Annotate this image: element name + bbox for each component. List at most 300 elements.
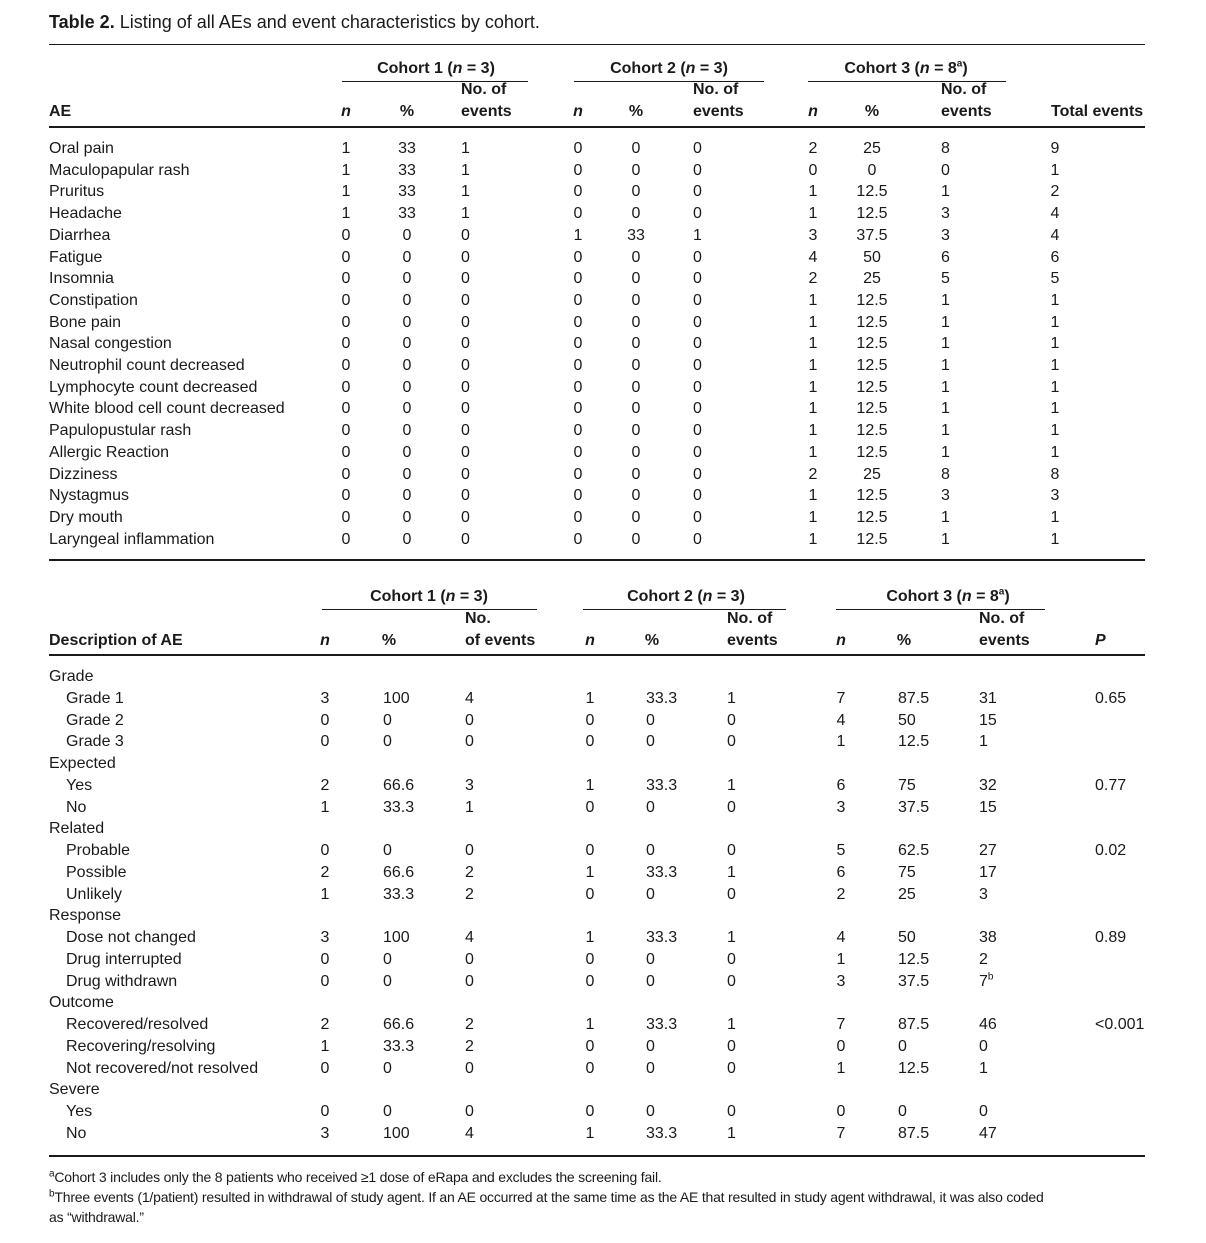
t2-cell: 0 [320,711,330,729]
t2-cell: 0 [465,842,474,859]
t2-cell: 1 [585,1016,595,1033]
t2-cell: 0.65 [1095,689,1127,707]
t2-cell: 3 [836,798,846,816]
t2-cell: 0 [465,950,474,968]
t1-cell: 0 [402,422,412,440]
t2-cell: 0.02 [1095,842,1127,859]
t1-cell: 0 [461,226,470,244]
t1-cell: 0 [941,161,950,179]
t1-cell: 0 [402,226,412,244]
t1-row-label: Dry mouth [49,508,123,526]
t2-cell: 15 [979,711,997,729]
t1-bottom-rule [49,559,1145,561]
t1-cell: 8 [941,465,950,483]
t1-cell: 4 [1050,205,1060,223]
t1-cell: 0 [631,183,641,201]
t1-cell: 1 [341,183,351,201]
t1-cell: 0 [573,422,583,440]
t2-cell: 31 [979,689,997,707]
t2-row-label: Drug interrupted [66,950,182,968]
t2-section-label: Response [49,907,122,925]
t1-cell: 0 [573,465,583,483]
t2-cell: 4 [465,929,474,946]
t2-row-label: Possible [66,863,127,881]
t1-cell: 0 [573,248,583,266]
footnote-b: $^b$Three events (1/patient) resulted in withdrawal of study agent. If an AE occurred at the same time as the AE that resulted in study agent withdrawal, it was also coded [49,1188,1044,1205]
t1-cell: 6 [1050,248,1060,266]
t2-section-label: Expected [49,755,116,772]
t1-cell: 12.5 [856,530,888,548]
t2-cell: 0 [727,885,736,903]
t2-col-header-events-2: of events [465,632,536,649]
t1-cell: 25 [863,140,881,157]
t1-row-label: Nasal congestion [49,335,172,353]
t1-cell: 1 [808,291,818,309]
t2-cell: 0 [727,1103,736,1120]
t2-cell: 1 [320,885,330,903]
t2-cell: <0.001 [1095,1016,1145,1033]
t2-cell: 0 [727,842,736,859]
t2-cell: 1 [585,776,595,794]
t1-cell: 1 [808,313,818,331]
t1-cell: 1 [941,422,950,440]
t2-col-header: n [836,632,846,649]
t1-cell: 0 [341,226,351,244]
t1-cell: 0 [402,530,412,548]
t1-cell: 8 [941,140,950,157]
t2-section-label: Related [49,820,105,838]
t1-cell: 0 [631,443,641,461]
t2-cell: 1 [727,689,736,707]
t2-row-label: Not recovered/not resolved [66,1059,259,1077]
t1-cell: 0 [341,357,351,374]
t2-cell: 4 [465,689,474,707]
t1-cell: 1 [461,183,470,201]
t1-cell: 0 [693,422,702,440]
t1-cell: 0 [693,270,702,288]
t2-cell: 3 [465,776,474,794]
t2-group-header: Cohort 3 $(n = 8^a)$ [886,586,1010,605]
t1-cell: 6 [941,248,950,266]
t1-cell: 0 [341,270,351,288]
t1-cell: 0 [402,508,412,526]
t2-bottom-rule [49,1155,1145,1157]
t1-col-header-events: No. of [941,81,987,98]
t1-cell: 50 [863,248,881,266]
t2-cell: 6 [836,776,846,794]
t1-col-header-events-2: events [941,103,992,120]
t1-cell: 0 [631,140,641,157]
t1-cell: 2 [808,140,818,157]
t2-row-label: No [66,798,87,816]
t1-col-header: AE [49,103,72,120]
t2-cell: 0 [898,1037,907,1055]
t1-cell: 0 [402,378,412,396]
t1-cell: 1 [808,508,818,526]
t1-cell: 1 [808,335,818,353]
t1-cell: 0 [693,465,702,483]
t1-cell: 1 [808,422,818,440]
t1-cell: 12.5 [856,313,888,331]
t2-cell: 1 [727,1124,736,1142]
t1-cell: 0 [573,530,583,548]
t2-section-label: Severe [49,1081,100,1099]
t2-cell: 0 [727,733,736,751]
t1-col-header: Total events [1051,103,1144,120]
footnote-b-cont: as “withdrawal.” [49,1209,144,1225]
t1-cell: 0 [341,530,351,548]
t2-cell: 0 [836,1103,846,1120]
t2-cell: 3 [979,885,988,903]
t2-cell: 0 [727,1037,736,1055]
t2-col-header: P [1095,632,1106,649]
t2-header-rule [49,654,1145,656]
t1-cell: 0 [402,313,412,331]
t2-cell: 1 [836,733,846,751]
t1-cell: 1 [1050,357,1060,374]
t1-cell: 0 [461,422,470,440]
t2-cell: 0 [383,972,392,990]
t1-cell: 0 [573,270,583,288]
t1-cell: 1 [808,183,818,201]
t1-cell: 0 [461,291,470,309]
t2-cell: 33.3 [383,885,415,903]
t2-cell: 0 [320,842,330,859]
t1-cell: 9 [1050,140,1060,157]
t1-col-header: % [399,103,415,120]
t1-cell: 0 [631,530,641,548]
t2-cell: 4 [836,929,846,946]
t1-cell: 0 [693,357,702,374]
t1-row-label: Diarrhea [49,226,111,244]
t2-col-header: n [585,632,595,649]
t2-cell: 46 [979,1016,997,1033]
t2-col-header-events-2: events [979,632,1030,649]
t2-col-header: % [896,632,912,649]
t2-row-label: Grade 1 [66,689,124,707]
t2-col-header: % [644,632,660,649]
t1-cell: 0 [693,443,702,461]
footnote-a: $^a$Cohort 3 includes only the 8 patients who received ≥1 dose of eRapa and excludes the screening fail. [49,1168,662,1185]
table-label: Table 2. [49,12,115,32]
t2-cell: 0 [383,950,392,968]
t2-cell: 5 [836,842,846,859]
t1-row-label: Nystagmus [49,487,130,505]
t1-cell: 0 [341,443,351,461]
t1-cell: 0 [573,205,583,223]
t1-cell: 12.5 [856,335,888,353]
t2-cell: 0 [465,1103,474,1120]
t1-cell: 0 [402,465,412,483]
t1-cell: 33 [627,226,645,244]
t1-cell: 0 [341,487,351,505]
t1-cell: 0 [631,357,641,374]
t1-cell: 0 [461,357,470,374]
t1-cell: 12.5 [856,378,888,396]
t2-cell: 1 [585,1124,595,1142]
t1-cell: 1 [1050,335,1060,353]
t2-row-label: No [66,1124,87,1142]
t1-cell: 33 [398,183,416,201]
t1-cell: 33 [398,205,416,223]
t1-cell: 0 [573,378,583,396]
t2-cell: 1 [320,1037,330,1055]
t1-cell: 0 [402,291,412,309]
t1-cell: 1 [341,161,351,179]
t1-cell: 1 [1050,161,1060,179]
t2-cell: 33.3 [646,689,678,707]
t1-row-label: Bone pain [49,313,122,331]
t1-cell: 0 [341,313,351,331]
t1-cell: 3 [941,226,950,244]
t1-cell: 0 [341,508,351,526]
t1-row-label: Insomnia [49,270,114,288]
t1-cell: 0 [631,291,641,309]
t2-row-label: Recovered/resolved [66,1016,209,1033]
t2-cell: 0 [646,711,655,729]
t2-cell: 100 [383,929,410,946]
t2-cell: 0 [320,733,330,751]
t2-cell: 7 [836,1016,846,1033]
t1-cell: 0 [341,335,351,353]
t1-row-label: White blood cell count decreased [49,400,285,418]
t1-cell: 1 [461,161,470,179]
t1-cell: 1 [1050,422,1060,440]
t1-cell: 0 [341,291,351,309]
t1-cell: 0 [461,530,470,548]
t1-cell: 0 [867,161,877,179]
t1-cell: 3 [1050,487,1060,505]
t2-cell: 1 [836,950,846,968]
t2-cell: 0 [320,950,330,968]
t2-row-label: Grade 3 [66,733,124,751]
t1-cell: 1 [941,378,950,396]
t2-cell: 0 [646,1103,655,1120]
t1-cell: 0 [693,400,702,418]
t1-cell: 0 [693,530,702,548]
t1-cell: 1 [1050,313,1060,331]
t2-cell: 1 [727,776,736,794]
t2-row-label: Dose not changed [66,929,196,946]
footnote-a-text: Cohort 3 includes only the 8 patients who received ≥1 dose of eRapa and excludes the screening fail. [54,1169,662,1185]
t1-cell: 1 [573,226,583,244]
t1-cell: 0 [402,400,412,418]
t2-cell: 2 [465,1016,474,1033]
t2-cell: 0 [979,1037,988,1055]
t1-cell: 0 [573,487,583,505]
t2-cell: 0 [320,1059,330,1077]
table-title [49,12,540,33]
t1-cell: 1 [941,313,950,331]
t1-cell: 0 [461,487,470,505]
t1-cell: 0 [461,378,470,396]
t2-cell: 7$^b$ [979,971,994,990]
t1-cell: 1 [808,487,818,505]
t1-cell: 1 [1050,443,1060,461]
t2-cell: 0 [383,842,392,859]
t1-cell: 1 [693,226,702,244]
t2-cell: 0 [585,950,595,968]
t1-row-label: Neutrophil count decreased [49,357,245,374]
t2-cell: 1 [320,798,330,816]
t1-cell: 0 [573,183,583,201]
t1-cell: 1 [808,357,818,374]
t2-cell: 0 [646,1059,655,1077]
t1-cell: 1 [941,400,950,418]
t2-cell: 100 [383,689,410,707]
t1-cell: 0 [631,161,641,179]
t2-cell: 1 [727,1016,736,1033]
t1-cell: 0 [631,248,641,266]
t2-cell: 0 [585,842,595,859]
t1-cell: 8 [1050,465,1060,483]
t2-cell: 33.3 [646,776,678,794]
t1-cell: 0 [461,313,470,331]
t1-col-header: n [341,103,351,120]
t2-cell: 1 [585,929,595,946]
t1-cell: 0 [693,378,702,396]
t2-cell: 0 [646,842,655,859]
t2-cell: 2 [320,1016,330,1033]
t2-cell: 2 [465,863,474,881]
t2-cell: 0 [465,972,474,990]
t1-cell: 0 [461,465,470,483]
t1-cell: 1 [341,140,351,157]
t2-cell: 0 [646,972,655,990]
t2-cell: 37.5 [898,972,930,990]
t2-cell: 1 [585,689,595,707]
t2-cell: 4 [465,1124,474,1142]
t1-cell: 0 [631,313,641,331]
t1-cell: 12.5 [856,487,888,505]
t1-cell: 12.5 [856,357,888,374]
t1-cell: 1 [1050,291,1060,309]
t2-cell: 6 [836,863,846,881]
t1-cell: 0 [693,508,702,526]
t1-cell: 0 [461,270,470,288]
t2-cell: 1 [979,733,988,751]
t2-cell: 0 [585,972,595,990]
t2-cell: 1 [979,1059,988,1077]
t2-row-label: Probable [66,842,131,859]
t2-cell: 0 [383,733,392,751]
t1-cell: 0 [693,183,702,201]
t1-cell: 0 [631,465,641,483]
t1-cell: 0 [693,140,702,157]
t1-group-header: Cohort 2 (n = 3) [610,60,728,77]
t2-cell: 3 [320,689,330,707]
t2-col-header: % [381,632,397,649]
t2-cell: 47 [979,1124,997,1142]
t1-cell: 25 [863,270,881,288]
t1-cell: 2 [808,270,818,288]
t2-cell: 1 [836,1059,846,1077]
t2-cell: 0 [585,798,595,816]
t2-cell: 0 [979,1103,988,1120]
t2-cell: 12.5 [898,950,930,968]
t1-cell: 0 [461,335,470,353]
t2-col-header: Description of AE [49,632,183,649]
footnote-b-text: Three events (1/patient) resulted in withdrawal of study agent. If an AE occurred at the same time as the AE that resulted in study agent withdrawal, it was also coded [54,1189,1044,1205]
t2-cell: 4 [836,711,846,729]
t2-col-header-events: No. of [979,610,1025,627]
t2-cell: 1 [727,863,736,881]
t2-cell: 2 [465,885,474,903]
t1-cell: 37.5 [856,226,888,244]
t2-cell: 75 [898,863,916,881]
t2-cell: 37.5 [898,798,930,816]
t1-cell: 1 [941,443,950,461]
t2-cell: 7 [836,689,846,707]
t1-cell: 25 [863,465,881,483]
t1-cell: 4 [1050,226,1060,244]
t1-cell: 0 [402,443,412,461]
t1-cell: 0 [573,357,583,374]
t2-cell: 38 [979,929,997,946]
t1-cell: 0 [808,161,818,179]
t1-cell: 1 [941,530,950,548]
t2-cell: 0 [646,1037,655,1055]
t1-cell: 0 [402,248,412,266]
t2-cell: 0 [585,1103,595,1120]
t1-cell: 1 [1050,530,1060,548]
t2-cell: 0 [646,950,655,968]
t1-cell: 0 [341,378,351,396]
t1-col-header: n [573,103,583,120]
t1-cell: 0 [573,291,583,309]
t1-cell: 3 [941,487,950,505]
t2-cell: 66.6 [383,776,415,794]
t1-cell: 0 [693,205,702,223]
t1-cell: 0 [461,508,470,526]
t1-cell: 0 [402,270,412,288]
t1-cell: 0 [693,335,702,353]
t1-cell: 0 [461,248,470,266]
t1-cell: 1 [941,508,950,526]
t2-cell: 12.5 [898,1059,930,1077]
t2-cell: 0 [465,711,474,729]
t2-cell: 1 [585,863,595,881]
t1-cell: 0 [693,487,702,505]
t1-cell: 0 [461,400,470,418]
t1-cell: 0 [631,205,641,223]
t1-row-label: Laryngeal inflammation [49,530,215,548]
t2-row-label: Drug withdrawn [66,972,178,990]
t1-cell: 1 [1050,508,1060,526]
t1-cell: 0 [341,248,351,266]
t1-cell: 0 [402,487,412,505]
t2-cell: 0 [898,1103,907,1120]
t2-cell: 50 [898,711,916,729]
t2-cell: 0 [465,1059,474,1077]
t2-cell: 0 [383,1103,392,1120]
t2-section-label: Outcome [49,994,114,1012]
t2-cell: 2 [465,1037,474,1055]
t1-cell: 0 [693,248,702,266]
t2-cell: 0 [585,885,595,903]
t2-col-header-events-2: events [727,632,778,649]
t1-cell: 12.5 [856,508,888,526]
t1-top-rule [49,44,1145,45]
t1-cell: 0 [573,335,583,353]
t1-cell: 1 [808,205,818,223]
t2-cell: 33.3 [646,863,678,881]
t2-cell: 0 [585,1059,595,1077]
t1-cell: 1 [941,291,950,309]
t1-col-header: % [628,103,644,120]
t2-cell: 62.5 [898,842,930,859]
t2-cell: 0 [585,711,595,729]
